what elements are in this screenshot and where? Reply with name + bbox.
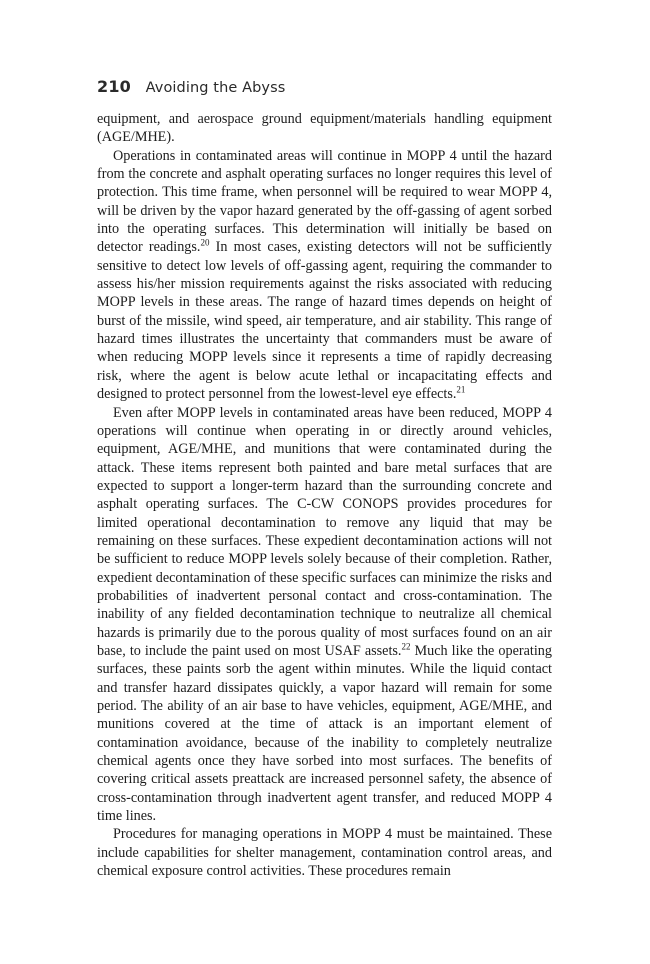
paragraph-mopp4-operations xyxy=(97,147,552,404)
text-segment: Much like the operating surfaces, these paints sorb the agent within minutes. While the liquid contact and transfer hazard dissipates quickly, a vapor hazard will remain for some period. The ability of an air base to have vehicles, equipment, AGE/MHE, and munitions covered at the time of attack is an important element of contamination avoidance, because of the inability to completely neutralize chemical agents once they have sorbed into most surfaces. The benefits of covering critical assets preattack are increased personnel safety, the absence of cross-contamination through inadvertent agent transfer, and reduced MOPP 4 time lines. xyxy=(97,642,552,825)
running-head xyxy=(97,76,552,98)
footnote-ref[interactable]: 21 xyxy=(456,384,466,395)
text-segment: Procedures for managing operations in MOPP 4 must be maintained. These include capabilities for shelter management, contamination control areas, and chemical exposure control activities. These procedures remain xyxy=(97,826,552,880)
text-segment: In most cases, existing detectors will not be sufficiently sensitive to detect low levels of off-gassing agent, requiring the commander to assess his/her mission requirements against the risks associated with reducing MOPP levels in these areas. The range of hazard times depends on height of burst of the missile, wind speed, air temperature, and air stability. This range of hazard times illustrates the uncertainty that commanders must be aware of when reducing MOPP levels since it represents a time of rapidly decreasing risk, where the agent is below acute lethal or incapacitating effects and designed to protect personnel from the lowest-level eye effects. xyxy=(97,239,552,403)
footnote-ref[interactable]: 22 xyxy=(401,641,411,652)
running-title: Avoiding the Abyss xyxy=(145,80,286,96)
paragraph-procedures xyxy=(97,825,552,880)
book-page xyxy=(97,76,552,880)
paragraph-decontamination xyxy=(97,404,552,826)
body-text xyxy=(97,110,552,880)
paragraph-continuation xyxy=(97,110,552,147)
text-segment: equipment, and aerospace ground equipment/materials handling equipment (AGE/MHE). xyxy=(97,111,552,146)
text-segment: Operations in contaminated areas will continue in MOPP 4 until the hazard from the concrete and asphalt operating surfaces no longer requires this level of protection. This time frame, when personnel will be required to wear MOPP 4, will be driven by the vapor hazard generated by the off-gassing of agent sorbed into the operating surfaces. This determination will initially be based on detector readings. xyxy=(97,147,552,256)
footnote-ref[interactable]: 20 xyxy=(200,237,210,248)
text-segment: Even after MOPP levels in contaminated areas have been reduced, MOPP 4 operations will continue when operating in or directly around vehicles, equipment, AGE/MHE, and munitions that were contaminated during the attack. These items represent both painted and bare metal surfaces that are expected to support a longer-term hazard than the surrounding concrete and asphalt operating surfaces. The C-CW CONOPS provides procedures for limited operational decontamination to remove any liquid that may be remaining on these surfaces. These expedient decontamination actions will not be sufficient to reduce MOPP levels solely because of their completion. Rather, expedient decontamination of these specific surfaces can minimize the risks and probabilities of inadvertent personal contact and cross-contamination. The inability of any fielded decontamination technique to neutralize all chemical hazards is primarily due to the porous quality of most surfaces found on an air base, to include the paint used on most USAF assets. xyxy=(97,404,552,659)
page-number: 210 xyxy=(97,77,131,96)
